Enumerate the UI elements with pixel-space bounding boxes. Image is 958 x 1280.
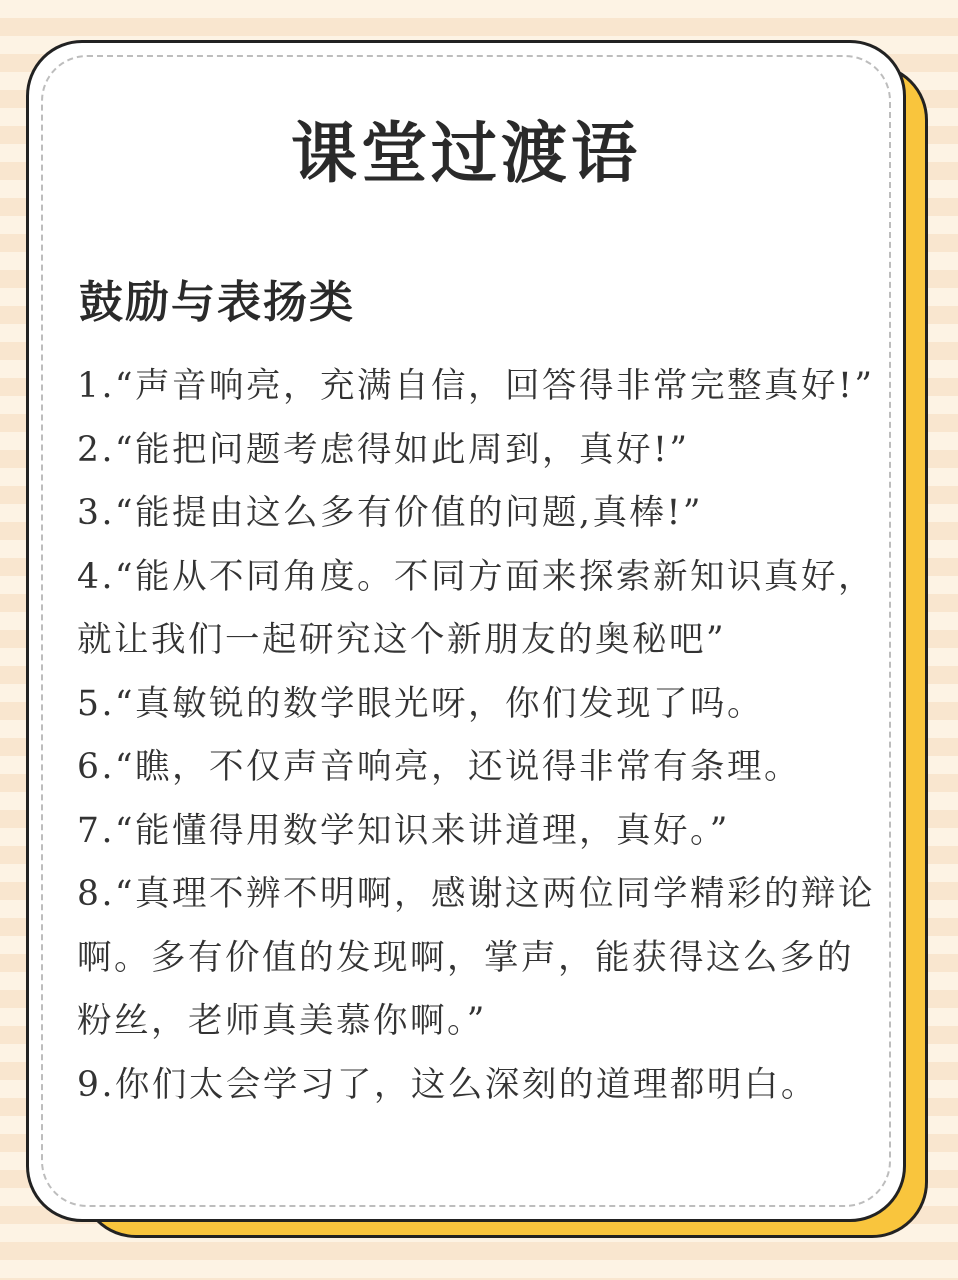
section-heading: 鼓励与表扬类 — [79, 277, 355, 328]
list-item: 9.你们太会学习了，这么深刻的道理都明白。 — [77, 1064, 818, 1105]
content-card — [26, 40, 906, 1222]
list-item: 1.“声音响亮，充满自信，回答得非常完整真好!” — [77, 366, 875, 406]
list-item: 4.“能从不同角度。不同方面来探索新知识真好，就让我们一起研究这个新朋友的奥秘吧” — [77, 556, 876, 660]
phrase-list — [77, 355, 877, 1117]
page-title: 课堂过渡语 — [291, 115, 641, 192]
list-item: 3.“能提由这么多有价值的问题,真棒!” — [77, 493, 704, 533]
list-item: 5.“真敏锐的数学眼光呀，你们发现了吗。 — [77, 683, 765, 724]
list-item: 2.“能把问题考虑得如此周到，真好!” — [77, 429, 690, 470]
list-item: 6.“瞧，不仅声音响亮，还说得非常有条理。 — [77, 747, 802, 787]
list-item: 7.“能懂得用数学知识来讲道理，真好。” — [77, 810, 730, 851]
list-item: 8.“真理不辨不明啊，感谢这两位同学精彩的辩论啊。多有价值的发现啊，掌声，能获得这么多的粉丝，老师真美慕你啊。” — [77, 874, 876, 1041]
